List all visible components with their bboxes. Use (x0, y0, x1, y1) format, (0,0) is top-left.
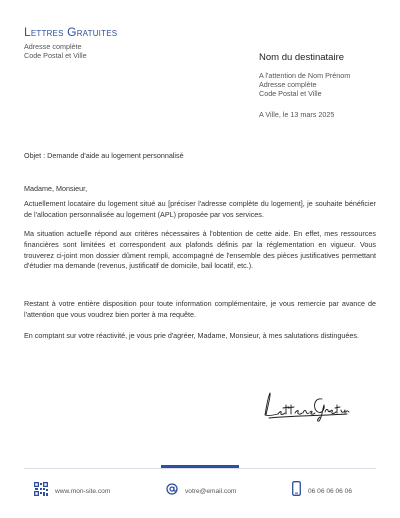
qr-code-icon (34, 482, 48, 501)
footer-website[interactable] (34, 483, 110, 499)
signature-drawing (262, 385, 352, 425)
footer-phone[interactable] (292, 483, 352, 499)
footer-website-text: www.mon-site.com (55, 487, 111, 495)
letter-paragraph-1: Actuellement locataire du logement situé au [préciser l'adresse complète du logement], je souhaite bénéficier de l'allocation personnalisée au logement (APL) proposée par vos services. (24, 199, 376, 219)
mobile-phone-icon (292, 481, 301, 501)
footer-divider (24, 468, 376, 469)
at-sign-icon (166, 482, 178, 500)
handwritten-signature (262, 385, 352, 425)
letter-date: A Ville, le 13 mars 2025 (259, 110, 335, 119)
recipient-name: Nom du destinataire (259, 52, 345, 63)
recipient-postal: Code Postal et Ville (259, 89, 322, 98)
letter-subject: Objet : Demande d'aide au logement personnalisé (24, 151, 184, 160)
letter-salutation: Madame, Monsieur, (24, 184, 88, 193)
recipient-address: Adresse complète (259, 80, 317, 89)
footer-email[interactable] (166, 483, 236, 499)
letter-paragraph-3: Restant à votre entière disposition pour toute information complémentaire, je vous remercie par avance de l'attention que vous voudrez bien porter à ma requête. (24, 299, 376, 319)
sender-brand: Lettres Gratuites (24, 25, 118, 39)
footer-email-text: votre@email.com (185, 487, 237, 495)
letter-paragraph-2: Ma situation actuelle répond aux critères nécessaires à l'obtention de cette aide. En effet, mes ressources financières sont limitées et correspondent aux plafonds définis par la réglementation en vigueur. Vous trouverez ci-joint mon dossier dûment rempli, accompagné de l'ensemble des pièces justificatives permettant d'étudier ma demande (revenus, justificatif de domicile, bail locatif, etc.). (24, 229, 376, 271)
letter-paragraph-4: En comptant sur votre réactivité, je vous prie d'agréer, Madame, Monsieur, à mes salutations distinguées. (24, 331, 359, 340)
footer-phone-text: 06 06 06 06 06 (308, 487, 352, 495)
sender-address: Adresse complète (24, 42, 82, 51)
recipient-attention: A l'attention de Nom Prénom (259, 71, 351, 80)
sender-postal: Code Postal et Ville (24, 51, 87, 60)
